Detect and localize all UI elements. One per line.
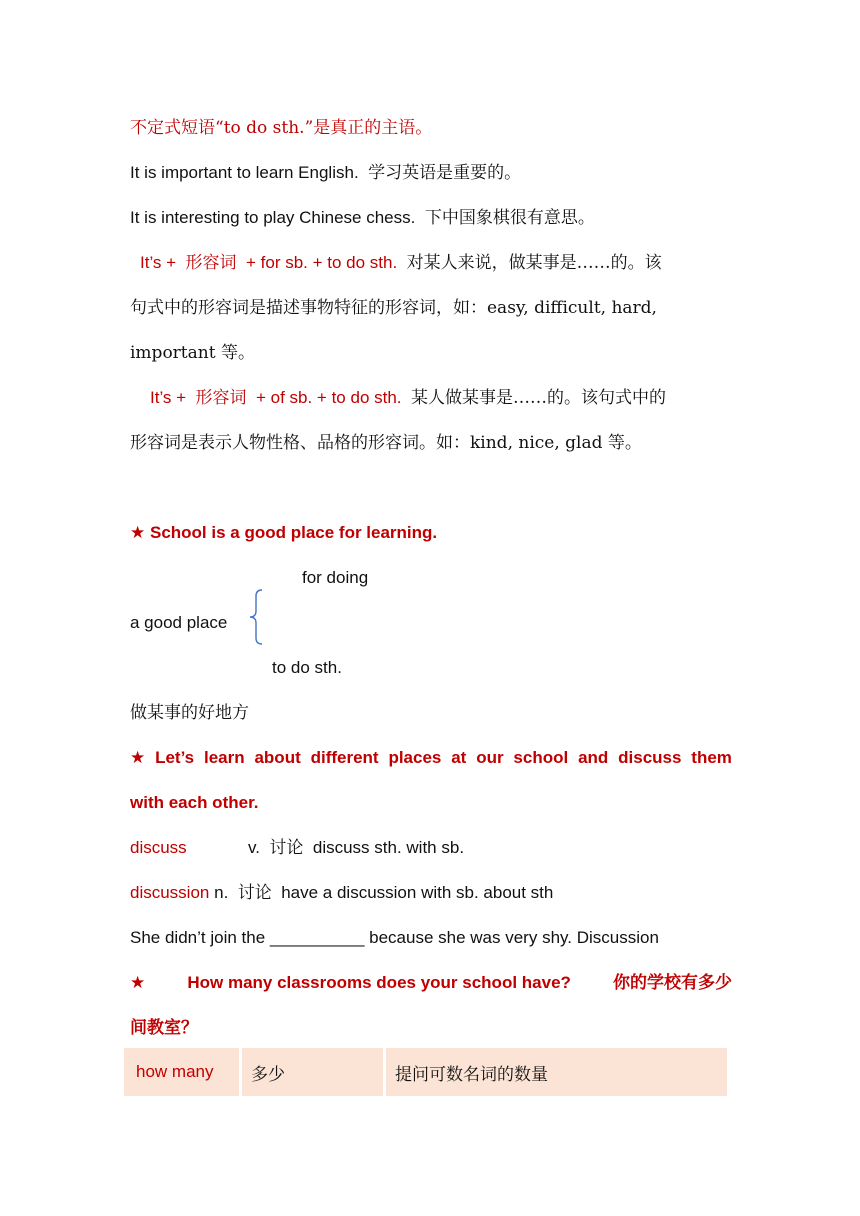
heading-word: our [476,748,504,767]
heading-cn-text: 你的学校有多少 [613,973,732,993]
vocab-word: discuss [130,838,187,857]
heading-discuss [130,746,732,770]
explanation-text: 形容词是表示人物性格、品格的形容词。如：kind, nice, glad 等。 [130,433,642,453]
heading-good-place [130,521,437,545]
exercise-sentence [130,926,659,950]
example-cn-text: 下中国象棋很有意思。 [424,208,595,228]
heading-word: discuss [618,748,682,767]
heading-how-many-line2 [130,1016,198,1040]
star-icon: ★ [130,748,146,767]
pattern-of-sb [150,386,666,410]
star-icon: ★ [130,973,146,992]
heading-word: different [310,748,379,767]
pattern-part: It’s + [140,253,177,272]
pattern-of-sb-explanation [130,431,642,455]
table-cell-usage: 提问可数名词的数量 [386,1048,727,1096]
heading-word: and [578,748,609,767]
vocab-usage: have a discussion with sb. about sth [281,883,554,902]
heading-text: with each other. [130,793,259,812]
option-text: to do sth. [272,658,342,677]
pattern-part: It’s + [150,388,187,407]
vocab-word: discussion [130,883,210,902]
table-cell-term: how many [124,1048,239,1096]
meaning-text: 做某事的好地方 [130,703,249,723]
heading-word: school [513,748,569,767]
how-many-table [121,1048,730,1096]
example-cn-text: 学习英语是重要的。 [368,163,522,183]
explanation-text: important 等。 [130,343,255,363]
vocab-discussion [130,881,553,905]
pattern-part: + for sb. + to do sth. [245,253,398,272]
table-cell-meaning: 多少 [242,1048,383,1096]
heading-word: places [388,748,442,767]
heading-word: learn [203,748,245,767]
example-chess [130,206,595,230]
vocab-usage: discuss sth. with sb. [312,838,465,857]
vocab-meaning: 讨论 [269,838,304,858]
pattern-part: + of sb. + to do sth. [255,388,402,407]
pattern-meaning: 某人做某事是……的。该句式中的 [410,388,666,408]
heading-word: them [691,748,732,767]
vocab-meaning: 讨论 [237,883,272,903]
pattern-adjective: 形容词 [195,388,247,408]
phrase-meaning [130,701,249,725]
exercise-text: She didn’t join the __________ because she was very shy. Discussion [130,928,659,947]
example-en-text: It is important to learn English. [130,163,359,182]
pattern-meaning: 对某人来说，做某事是……的。该 [406,253,662,273]
heading-cn-text: 间教室？ [130,1018,198,1038]
heading-how-many [130,971,732,995]
explanation-text: 句式中的形容词是描述事物特征的形容词，如：easy, difficult, hard, [130,298,657,318]
phrase-text: a good place [130,613,228,632]
pattern-for-sb-explanation [130,296,657,320]
pattern-adjective: 形容词 [185,253,237,273]
heading-text: How many classrooms does your school have? [187,973,571,992]
example-en-text: It is interesting to play Chinese chess. [130,208,416,227]
vocab-discuss [130,836,464,860]
pattern-for-sb [140,251,662,275]
heading-discuss-line2 [130,791,258,815]
option-for-doing [302,566,368,590]
heading-text: School is a good place for learning. [149,523,438,542]
star-icon: ★ [130,523,146,542]
vocab-pos: v. [248,838,260,857]
heading-word: at [451,748,467,767]
option-to-do [272,656,342,680]
heading-word: Let’s [155,748,195,767]
table-row [124,1048,727,1096]
left-brace-icon [248,589,272,645]
phrase-a-good-place [130,611,227,635]
heading-word: about [254,748,301,767]
infinitive-subject-note [130,116,432,140]
vocab-pos: n. [214,883,229,902]
note-text: 不定式短语“to do sth.”是真正的主语。 [130,118,433,138]
option-text: for doing [302,568,369,587]
pattern-for-sb-explanation-end [130,341,255,365]
example-english [130,161,521,185]
